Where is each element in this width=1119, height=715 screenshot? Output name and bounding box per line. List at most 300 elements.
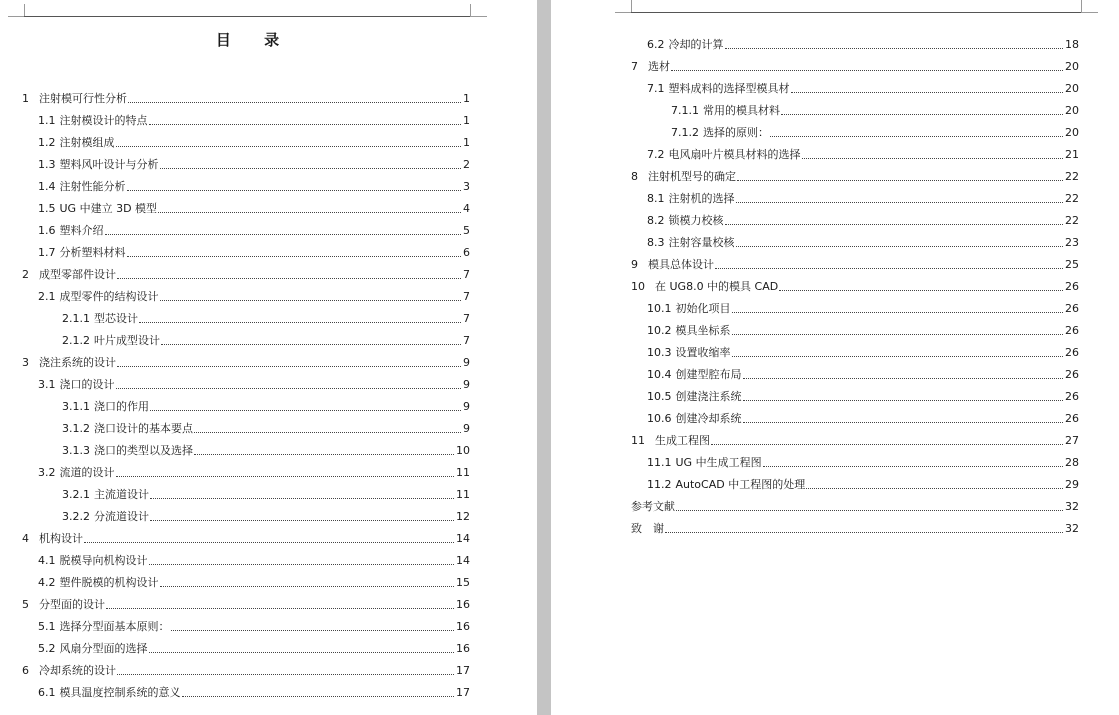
toc-entry[interactable] — [22, 352, 470, 370]
toc-entry-number: 8 — [631, 170, 638, 183]
toc-entry-number: 10.5 — [647, 390, 672, 403]
toc-leader-dots — [781, 114, 1063, 115]
toc-entry[interactable] — [22, 418, 470, 436]
toc-entry[interactable] — [631, 276, 1079, 294]
toc-leader-dots — [806, 488, 1063, 489]
toc-leader-dots — [117, 278, 461, 279]
toc-entry-number: 8.3 — [647, 236, 665, 249]
toc-entry-label — [22, 378, 115, 392]
toc-entry-label — [22, 642, 148, 656]
toc-entry-label — [22, 202, 157, 216]
toc-page-number: 9 — [463, 356, 470, 369]
toc-entry[interactable] — [22, 462, 470, 480]
toc-entry-text: 浇口的类型以及选择 — [94, 444, 193, 457]
toc-entry-number: 1.5 — [38, 202, 56, 215]
toc-entry-number: 1.1 — [38, 114, 56, 127]
toc-left-list — [22, 0, 470, 715]
toc-entry-label — [631, 280, 778, 294]
toc-leader-dots — [117, 366, 461, 367]
toc-entry[interactable] — [22, 154, 470, 172]
toc-page-number: 9 — [463, 378, 470, 391]
toc-entry-label — [631, 60, 670, 74]
toc-entry-number: 1.2 — [38, 136, 56, 149]
toc-entry-label — [22, 598, 105, 612]
toc-page-number: 22 — [1065, 214, 1079, 227]
toc-entry-number: 5 — [22, 598, 29, 611]
toc-entry-label — [631, 104, 780, 118]
toc-entry-label — [631, 302, 731, 316]
toc-entry-label — [631, 258, 714, 272]
toc-entry-text: 浇口的设计 — [59, 378, 115, 391]
toc-page-number: 14 — [456, 554, 470, 567]
toc-leader-dots — [743, 400, 1064, 401]
toc-entry-number: 3.1.1 — [62, 400, 90, 413]
toc-entry[interactable] — [631, 144, 1079, 162]
toc-entry[interactable] — [631, 210, 1079, 228]
toc-entry[interactable] — [22, 682, 470, 700]
toc-entry-number: 8.1 — [647, 192, 665, 205]
toc-entry-text: 浇口设计的基本要点 — [94, 422, 193, 435]
toc-entry-label — [22, 620, 170, 634]
toc-entry-text: UG 中生成工程图 — [675, 456, 762, 469]
toc-leader-dots — [665, 532, 1063, 533]
toc-entry-number: 10.3 — [647, 346, 672, 359]
toc-leader-dots — [160, 586, 455, 587]
toc-entry-number: 6.2 — [647, 38, 665, 51]
toc-page-number: 4 — [463, 202, 470, 215]
left-page — [0, 0, 537, 715]
toc-entry-number: 9 — [631, 258, 638, 271]
toc-entry[interactable] — [631, 166, 1079, 184]
toc-entry-number: 1.4 — [38, 180, 56, 193]
toc-page-number: 7 — [463, 268, 470, 281]
toc-entry-text: 分析塑料材料 — [59, 246, 126, 259]
toc-leader-dots — [194, 454, 454, 455]
toc-leader-dots — [770, 136, 1063, 137]
toc-entry-label — [22, 510, 149, 524]
toc-leader-dots — [676, 510, 1063, 511]
toc-entry-number: 1 — [22, 92, 29, 105]
toc-entry[interactable] — [22, 528, 470, 546]
toc-entry-text: 冷却的计算 — [668, 38, 724, 51]
toc-leader-dots — [116, 146, 462, 147]
toc-entry-label — [631, 522, 664, 536]
toc-entry-number: 7 — [631, 60, 638, 73]
toc-entry-text: 风扇分型面的选择 — [59, 642, 148, 655]
toc-entry-number: 4.1 — [38, 554, 56, 567]
toc-leader-dots — [160, 168, 462, 169]
toc-leader-dots — [779, 290, 1063, 291]
toc-entry[interactable] — [631, 320, 1079, 338]
toc-entry-text: 创建浇注系统 — [675, 390, 742, 403]
toc-entry[interactable] — [631, 34, 1079, 52]
toc-leader-dots — [127, 190, 462, 191]
toc-entry-text: 分型面的设计 — [39, 598, 105, 611]
toc-entry-number: 5.2 — [38, 642, 56, 655]
toc-entry-number: 1.7 — [38, 246, 56, 259]
toc-page-number: 20 — [1065, 82, 1079, 95]
toc-leader-dots — [158, 212, 461, 213]
right-page — [551, 0, 1119, 715]
toc-entry-number: 4.2 — [38, 576, 56, 589]
toc-entry[interactable] — [631, 386, 1079, 404]
toc-entry-label — [22, 136, 115, 150]
toc-entry-number: 3.2 — [38, 466, 56, 479]
toc-page-number: 17 — [456, 686, 470, 699]
toc-page-number: 12 — [456, 510, 470, 523]
toc-entry-text: 常用的模具材料 — [703, 104, 780, 117]
toc-entry-number: 5.1 — [38, 620, 56, 633]
toc-entry-label — [631, 170, 736, 184]
toc-entry-text: 成型零件的结构设计 — [59, 290, 159, 303]
toc-entry-text: 注射模组成 — [59, 136, 115, 149]
toc-page-number: 32 — [1065, 500, 1079, 513]
toc-entry[interactable] — [22, 110, 470, 128]
toc-page-number: 15 — [456, 576, 470, 589]
toc-entry-label — [22, 686, 181, 700]
toc-entry-number: 3.2.2 — [62, 510, 90, 523]
toc-entry-label — [22, 532, 83, 546]
toc-entry-text: 初始化项目 — [675, 302, 731, 315]
toc-entry[interactable] — [631, 254, 1079, 272]
toc-entry[interactable] — [631, 496, 1079, 514]
toc-entry[interactable] — [22, 308, 470, 326]
toc-leader-dots — [743, 422, 1064, 423]
toc-entry-text: 型芯设计 — [94, 312, 138, 325]
toc-entry-text: 主流道设计 — [94, 488, 149, 501]
toc-leader-dots — [802, 158, 1064, 159]
toc-leader-dots — [139, 322, 461, 323]
toc-leader-dots — [117, 674, 454, 675]
toc-page-number: 16 — [456, 620, 470, 633]
toc-page-number: 20 — [1065, 60, 1079, 73]
toc-entry[interactable] — [631, 518, 1079, 536]
toc-entry-number: 2 — [22, 268, 29, 281]
toc-entry-text: 叶片成型设计 — [94, 334, 160, 347]
toc-entry-label — [22, 488, 149, 502]
toc-page-number: 26 — [1065, 280, 1079, 293]
toc-page-number: 1 — [463, 136, 470, 149]
toc-entry[interactable] — [22, 264, 470, 282]
toc-entry-label — [22, 92, 127, 106]
toc-entry-number: 3.2.1 — [62, 488, 90, 501]
toc-entry-number: 1.3 — [38, 158, 56, 171]
toc-page-number: 16 — [456, 642, 470, 655]
toc-entry[interactable] — [22, 440, 470, 458]
toc-entry-text: 注射模可行性分析 — [39, 92, 127, 105]
toc-entry-number: 7.1.2 — [671, 126, 699, 139]
toc-leader-dots — [725, 48, 1064, 49]
toc-page-number: 21 — [1065, 148, 1079, 161]
toc-page-number: 23 — [1065, 236, 1079, 249]
toc-entry-number: 10.4 — [647, 368, 672, 381]
toc-entry-label — [22, 114, 148, 128]
toc-leader-dots — [671, 70, 1063, 71]
page-divider — [537, 0, 551, 715]
toc-page-number: 11 — [456, 466, 470, 479]
toc-entry-text: 塑料风叶设计与分析 — [59, 158, 159, 171]
toc-page-number: 7 — [463, 334, 470, 347]
toc-leader-dots — [127, 256, 462, 257]
toc-page-number: 2 — [463, 158, 470, 171]
toc-entry-text: 致 谢 — [631, 522, 664, 535]
toc-page-number: 32 — [1065, 522, 1079, 535]
toc-entry-label — [631, 434, 710, 448]
toc-page-number: 5 — [463, 224, 470, 237]
toc-page-number: 6 — [463, 246, 470, 259]
toc-entry-number: 2.1.2 — [62, 334, 90, 347]
toc-entry[interactable] — [22, 220, 470, 238]
toc-entry-text: 生成工程图 — [655, 434, 710, 447]
toc-entry-number: 10.6 — [647, 412, 672, 425]
toc-page-number: 9 — [463, 400, 470, 413]
toc-entry[interactable] — [22, 132, 470, 150]
toc-entry-text: 塑料介绍 — [59, 224, 104, 237]
toc-entry[interactable] — [631, 56, 1079, 74]
toc-entry-number: 3.1 — [38, 378, 56, 391]
toc-leader-dots — [150, 498, 454, 499]
toc-page-number: 20 — [1065, 104, 1079, 117]
toc-entry-text: 选择分型面基本原则： — [59, 620, 170, 633]
toc-page-number: 28 — [1065, 456, 1079, 469]
toc-page-number: 1 — [463, 92, 470, 105]
toc-entry[interactable] — [631, 474, 1079, 492]
toc-entry-text: 注射容量校核 — [668, 236, 735, 249]
toc-leader-dots — [715, 268, 1063, 269]
toc-page-number: 22 — [1065, 192, 1079, 205]
toc-entry-label — [22, 664, 116, 678]
toc-entry-number: 7.1 — [647, 82, 665, 95]
toc-entry-label — [22, 268, 116, 282]
toc-entry[interactable] — [22, 88, 470, 106]
toc-entry-text: 塑件脱模的机构设计 — [59, 576, 159, 589]
toc-entry-text: 成型零部件设计 — [39, 268, 116, 281]
toc-entry-label — [22, 400, 149, 414]
toc-entry-label — [22, 312, 138, 326]
toc-entry-text: 冷却系统的设计 — [39, 664, 116, 677]
toc-page-number: 26 — [1065, 412, 1079, 425]
toc-entry-number: 2.1 — [38, 290, 56, 303]
toc-leader-dots — [150, 410, 461, 411]
toc-page-number: 27 — [1065, 434, 1079, 447]
toc-leader-dots — [182, 696, 455, 697]
toc-page-number: 18 — [1065, 38, 1079, 51]
toc-entry[interactable] — [631, 122, 1079, 140]
toc-leader-dots — [116, 476, 455, 477]
toc-entry-number: 3.1.3 — [62, 444, 90, 457]
toc-entry-text: AutoCAD 中工程图的处理 — [675, 478, 806, 491]
toc-entry[interactable] — [22, 330, 470, 348]
toc-entry-label — [22, 290, 159, 304]
toc-leader-dots — [128, 102, 461, 103]
toc-leader-dots — [161, 344, 461, 345]
toc-entry-number: 6.1 — [38, 686, 56, 699]
toc-entry-number: 10 — [631, 280, 645, 293]
toc-page-number: 26 — [1065, 368, 1079, 381]
toc-entry[interactable] — [631, 408, 1079, 426]
toc-entry-number: 7.2 — [647, 148, 665, 161]
toc-entry-number: 10.1 — [647, 302, 672, 315]
toc-leader-dots — [105, 234, 462, 235]
toc-entry-text: 浇注系统的设计 — [39, 356, 116, 369]
toc-entry[interactable] — [22, 506, 470, 524]
toc-leader-dots — [732, 356, 1064, 357]
toc-entry[interactable] — [22, 594, 470, 612]
toc-page-number: 25 — [1065, 258, 1079, 271]
toc-page-number: 20 — [1065, 126, 1079, 139]
toc-entry-number: 3.1.2 — [62, 422, 90, 435]
toc-leader-dots — [194, 432, 461, 433]
toc-entry[interactable] — [22, 484, 470, 502]
toc-entry[interactable] — [631, 364, 1079, 382]
toc-entry[interactable] — [22, 286, 470, 304]
toc-entry-text: 流道的设计 — [59, 466, 115, 479]
toc-entry-number: 10.2 — [647, 324, 672, 337]
toc-entry-label — [631, 412, 742, 426]
toc-leader-dots — [711, 444, 1063, 445]
toc-entry-text: 创建冷却系统 — [675, 412, 742, 425]
toc-entry[interactable] — [631, 232, 1079, 250]
crop-mark-top-left — [615, 0, 632, 13]
toc-entry-text: 模具总体设计 — [648, 258, 714, 271]
toc-entry-label — [631, 368, 742, 382]
toc-entry[interactable] — [631, 78, 1079, 96]
toc-page-number: 3 — [463, 180, 470, 193]
toc-entry-label — [22, 554, 148, 568]
toc-entry[interactable] — [22, 176, 470, 194]
toc-entry-text: 注射机的选择 — [668, 192, 735, 205]
toc-leader-dots — [743, 378, 1064, 379]
toc-leader-dots — [171, 630, 455, 631]
toc-page-number: 26 — [1065, 302, 1079, 315]
toc-page-number: 26 — [1065, 346, 1079, 359]
toc-entry-number: 11.2 — [647, 478, 672, 491]
toc-entry-label — [631, 38, 724, 52]
toc-entry-text: 脱模导向机构设计 — [59, 554, 148, 567]
toc-entry-label — [22, 422, 193, 436]
toc-entry[interactable] — [631, 452, 1079, 470]
toc-leader-dots — [736, 202, 1064, 203]
toc-entry-text: 浇口的作用 — [94, 400, 149, 413]
toc-page-number: 26 — [1065, 390, 1079, 403]
toc-entry-text: 模具温度控制系统的意义 — [59, 686, 181, 699]
toc-entry-text: 模具坐标系 — [675, 324, 731, 337]
toc-entry[interactable] — [22, 638, 470, 656]
toc-leader-dots — [149, 652, 455, 653]
toc-page-number: 17 — [456, 664, 470, 677]
toc-entry-label — [631, 236, 735, 250]
toc-leader-dots — [791, 92, 1064, 93]
toc-entry-label — [22, 158, 159, 172]
toc-entry-label — [631, 214, 724, 228]
crop-mark-top-right — [470, 4, 487, 17]
toc-entry-text: 选择的原则： — [703, 126, 769, 139]
toc-entry-number: 6 — [22, 664, 29, 677]
toc-entry-text: 注射模设计的特点 — [59, 114, 148, 127]
toc-entry-label — [631, 500, 675, 514]
toc-entry-label — [22, 180, 126, 194]
toc-entry-label — [631, 126, 769, 140]
toc-page-number: 29 — [1065, 478, 1079, 491]
toc-leader-dots — [732, 334, 1064, 335]
toc-entry-number: 4 — [22, 532, 29, 545]
toc-entry[interactable] — [22, 660, 470, 678]
toc-entry[interactable] — [22, 242, 470, 260]
toc-entry-label — [22, 444, 193, 458]
toc-leader-dots — [763, 466, 1063, 467]
toc-page-number: 10 — [456, 444, 470, 457]
toc-entry-text: 注射机型号的确定 — [648, 170, 736, 183]
toc-entry[interactable] — [22, 396, 470, 414]
toc-entry-text: 设置收缩率 — [675, 346, 731, 359]
toc-page-number: 26 — [1065, 324, 1079, 337]
toc-entry[interactable] — [22, 572, 470, 590]
toc-entry-text: 注射性能分析 — [59, 180, 126, 193]
toc-entry[interactable] — [631, 342, 1079, 360]
toc-entry-label — [631, 82, 790, 96]
toc-page-number: 1 — [463, 114, 470, 127]
toc-entry[interactable] — [631, 298, 1079, 316]
toc-entry-text: 选材 — [648, 60, 670, 73]
toc-entry-number: 3 — [22, 356, 29, 369]
toc-entry-label — [631, 390, 742, 404]
toc-entry-text: 分流道设计 — [94, 510, 149, 523]
toc-leader-dots — [725, 224, 1064, 225]
toc-entry-text: 机构设计 — [39, 532, 83, 545]
toc-entry-label — [631, 148, 801, 162]
toc-leader-dots — [106, 608, 454, 609]
toc-entry-number: 2.1.1 — [62, 312, 90, 325]
toc-right-list — [631, 0, 1079, 715]
toc-entry-number: 8.2 — [647, 214, 665, 227]
toc-entry[interactable] — [22, 550, 470, 568]
toc-entry-text: 在 UG8.0 中的模具 CAD — [655, 280, 779, 293]
toc-entry-number: 11 — [631, 434, 645, 447]
toc-page-number: 9 — [463, 422, 470, 435]
toc-entry-text: 塑料成料的选择型模具材 — [668, 82, 790, 95]
toc-entry-label — [631, 346, 731, 360]
toc-entry-text: 电风扇叶片模具材料的选择 — [668, 148, 801, 161]
toc-leader-dots — [149, 124, 462, 125]
toc-entry[interactable] — [631, 100, 1079, 118]
toc-leader-dots — [150, 520, 454, 521]
toc-page-number: 14 — [456, 532, 470, 545]
toc-entry-number: 11.1 — [647, 456, 672, 469]
toc-leader-dots — [160, 300, 462, 301]
toc-title: 目 录 — [215, 31, 294, 49]
toc-entry[interactable] — [631, 430, 1079, 448]
toc-entry-text: 参考文献 — [631, 500, 675, 513]
toc-leader-dots — [732, 312, 1064, 313]
crop-mark-top-right — [1081, 0, 1098, 13]
toc-page-number: 11 — [456, 488, 470, 501]
toc-entry-label — [22, 466, 115, 480]
toc-entry-label — [22, 224, 104, 238]
toc-leader-dots — [737, 180, 1063, 181]
toc-entry-label — [22, 576, 159, 590]
toc-entry-label — [22, 334, 160, 348]
toc-entry-number: 7.1.1 — [671, 104, 699, 117]
toc-entry-text: 创建型腔布局 — [675, 368, 742, 381]
toc-entry[interactable] — [631, 188, 1079, 206]
toc-entry[interactable] — [22, 616, 470, 634]
toc-entry-label — [22, 356, 116, 370]
toc-entry[interactable] — [22, 374, 470, 392]
toc-entry[interactable] — [22, 198, 470, 216]
toc-leader-dots — [149, 564, 455, 565]
toc-entry-label — [22, 246, 126, 260]
toc-leader-dots — [84, 542, 454, 543]
